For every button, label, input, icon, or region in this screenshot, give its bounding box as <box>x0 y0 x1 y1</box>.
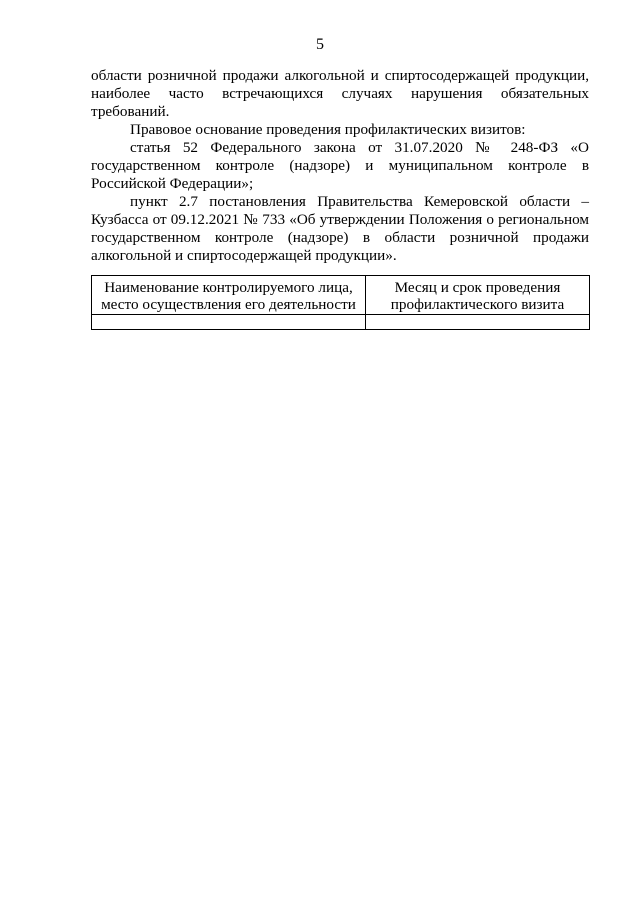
visits-table <box>91 275 590 330</box>
paragraph-regional-resolution: пункт 2.7 постановления Правительства Кемеровской области – Кузбасса от 09.12.2021 № 733 «Об утверждении Положения о региональном государственном контроле (надзоре) в области розничной продажи алкогольной и спиртосодержащей продукции». <box>91 193 589 264</box>
paragraph-continuation: области розничной продажи алкогольной и спиртосодержащей продукции, наиболее часто встречающихся случаях нарушения обязательных требований. <box>91 67 589 120</box>
paragraph-legal-basis: Правовое основание проведения профилактических визитов: <box>130 121 526 138</box>
header-controlled-person: Наименование контролируемого лица, место осуществления его деятельности <box>92 276 366 315</box>
table-row <box>92 315 590 330</box>
table-cell-empty <box>366 315 590 330</box>
paragraph-federal-law: статья 52 Федерального закона от 31.07.2020 № 248-ФЗ «О государственном контроле (надзоре) и муниципальном контроле в Российской Федерации»; <box>91 139 589 192</box>
document-body <box>91 67 589 265</box>
page-number: 5 <box>316 36 324 53</box>
table-cell-empty <box>92 315 366 330</box>
header-visit-period: Месяц и срок проведения профилактического визита <box>366 276 590 315</box>
table-header-row <box>92 276 590 315</box>
